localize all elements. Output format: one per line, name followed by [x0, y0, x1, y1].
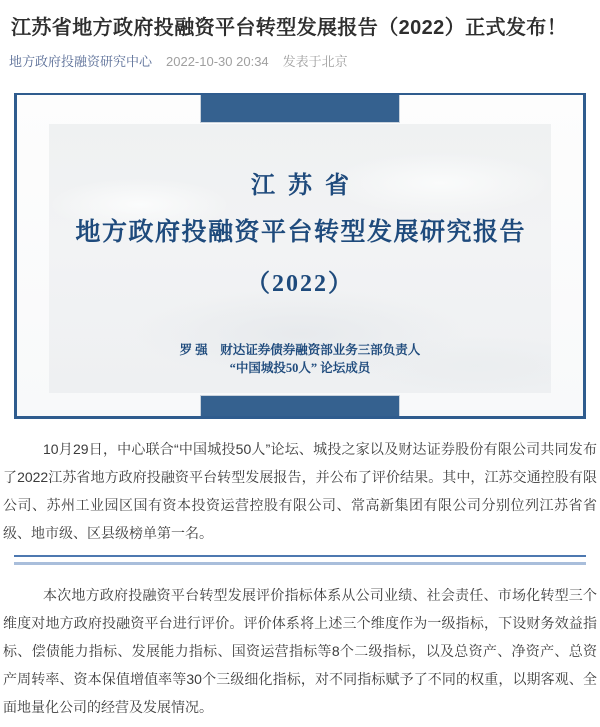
paragraph-announcement: 10月29日，中心联合“中国城投50人”论坛、城投之家以及财达证券股份有限公司共同发布了2022江苏省地方政府投融资平台转型发展报告，并公布了评价结果。其中，江苏交通控股有限公司、苏州工业园区国有资本投资运营控股有限公司、常高新集团有限公司分别位列江苏省省级、地市级、区县级榜单第一名。 — [3, 441, 597, 541]
banner-year: （2022） — [246, 271, 354, 297]
publish-location: 发表于北京 — [282, 54, 348, 69]
banner-bottom-tab-decoration — [200, 395, 400, 416]
banner-attribution-line2: “中国城投50人” 论坛成员 — [229, 361, 371, 375]
byline — [9, 53, 588, 71]
banner-attribution — [49, 341, 551, 377]
author-account-link[interactable]: 地方政府投融资研究中心 — [9, 54, 153, 69]
banner-attribution-line1: 罗 强 财达证券债券融资部业务三部负责人 — [179, 343, 421, 357]
banner-top-tab-decoration — [200, 95, 400, 123]
divider-light-line — [14, 562, 586, 565]
report-cover-image[interactable] — [14, 93, 586, 419]
banner-region-text: 江苏省 — [251, 172, 362, 199]
banner-report-title: 地方政府投融资平台转型发展研究报告 — [75, 218, 526, 246]
divider-dark-line — [14, 555, 586, 557]
paragraph-evaluation-system: 本次地方政府投融资平台转型发展评价指标体系从公司业绩、社会责任、市场化转型三个维度对地方政府投融资平台进行评价。评价体系将上述三个维度作为一级指标，下设财务效益指标、偿债能力指标、发展能力指标、国资运营指标等8个二级指标，以及总资产、净资产、总资产周转率、资本保值增值率等30个三级细化指标，对不同指标赋予了不同的权重，以期客观、全面地量化公司的经营及发展情况。 — [3, 587, 597, 715]
banner-mountain-background — [49, 124, 551, 393]
article-title: 江苏省地方政府投融资平台转型发展报告（2022）正式发布！ — [11, 17, 568, 39]
publish-timestamp: 2022-10-30 20:34 — [166, 54, 269, 69]
section-divider — [14, 555, 586, 565]
